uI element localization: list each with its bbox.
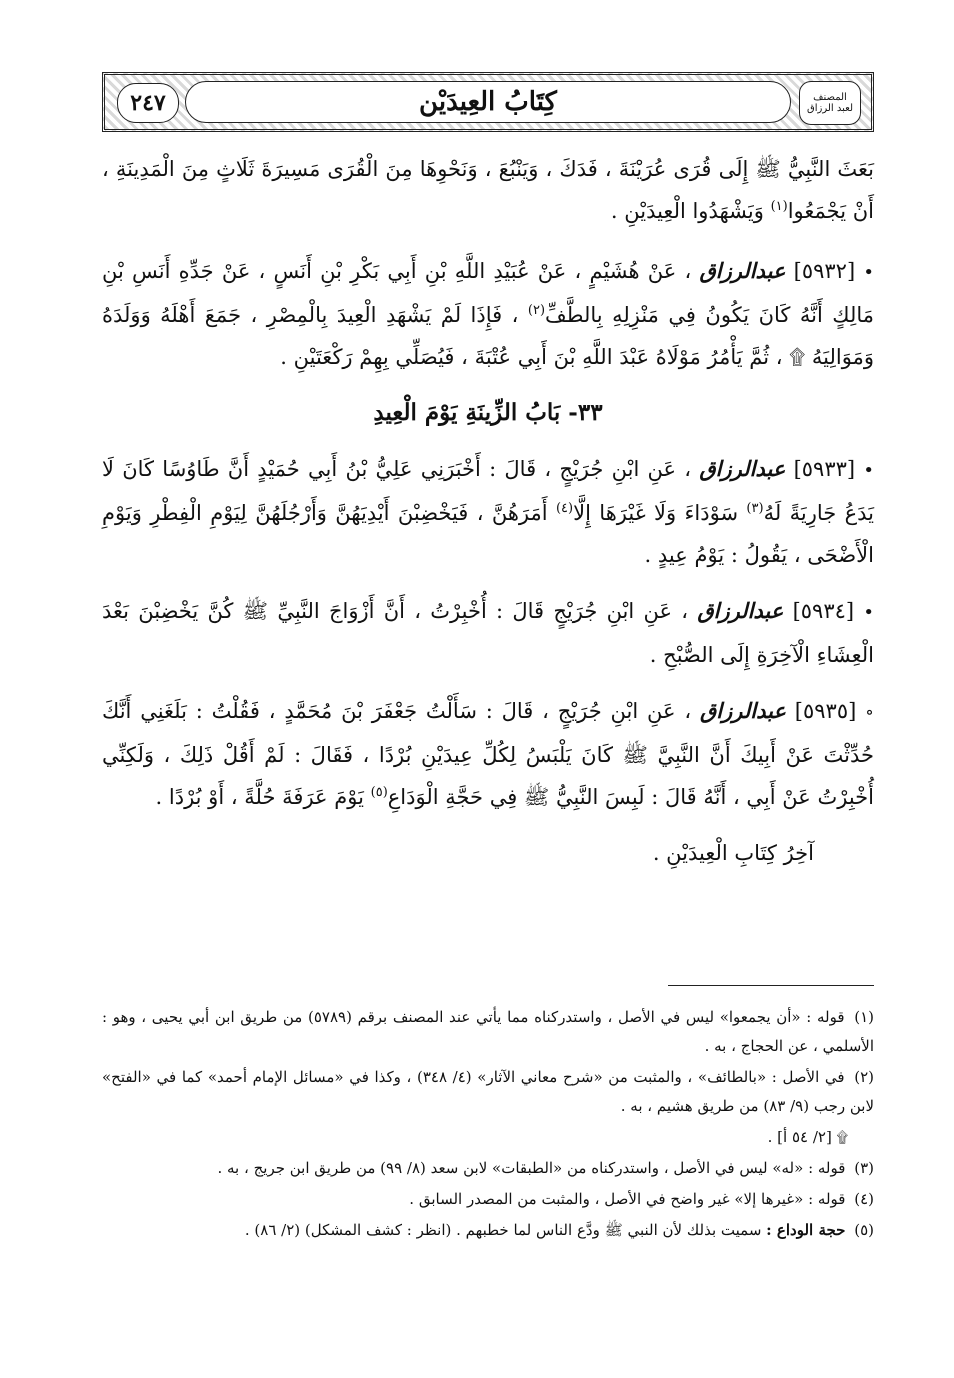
footnote-ref-4: (٤) <box>555 501 574 516</box>
author-name: عبدالرزاق <box>697 598 784 623</box>
opening-end: وَيَشْهَدُوا الْعِيدَيْنِ . <box>610 199 764 223</box>
book-emblem <box>799 81 861 125</box>
hadith-text: يَوْمَ عَرَفَةَ حُلَّةً ، أَوْ بُرْدًا . <box>155 785 364 809</box>
page-header <box>102 72 874 132</box>
footnote-number: (٥) <box>854 1221 874 1239</box>
footnote-5 <box>102 1216 874 1245</box>
hadith-5934 <box>102 590 874 676</box>
main-text <box>102 148 874 888</box>
footnote-text: سميت بذلك لأن النبي ﷺ ودَّع الناس لما خطبهم . (انظر : كشف المشكل) (٢/ ٨٦) . <box>244 1221 762 1239</box>
hadith-text: ، عَنْ هُشَيْمٍ ، عَنْ عُبَيْدِ اللَّهِ بْنِ أَبِي بَكْرِ بْنِ أَنَسٍ ، عَنْ جَدِّهِ أَنَسِ بْنِ مَالِكٍ أَنَّهُ كَانَ يَكُونُ فِي مَنْزِلِهِ بِالطَّفِّ <box>102 259 874 327</box>
author-name: عبدالرزاق <box>699 698 786 723</box>
footnote-2 <box>102 1063 874 1121</box>
footnote-number: (٢) <box>854 1068 874 1086</box>
hadith-text: ، ثُمَّ يَأْمُرُ مَوْلَاهُ عَبْدَ اللَّهِ بْنَ أَبِي عُتْبَةَ ، فَيُصَلِّي بِهِمْ رَكْعَتَيْنِ . <box>280 345 783 369</box>
footnote-number: (٣) <box>854 1159 874 1177</box>
header-cartouche <box>185 81 791 123</box>
folio-marker: ۩ <box>789 345 806 369</box>
footnote-text: قوله : «أن يجمعوا» ليس في الأصل ، واستدركناه مما يأتي عند المصنف برقم (٥٧٨٩) من طريق ابن أبي يحيى ، وهو : الأسلمي ، عن الحجاج ، به . <box>102 1008 874 1055</box>
footnote-number: (٤) <box>854 1190 874 1208</box>
opening-text: بَعَثَ النَّبِيُّ ﷺ إِلَى قُرَى عُرَيْنَةَ ، فَدَكَ ، وَيَنْبُعَ ، وَنَحْوِهَا مِنَ الْقُرَى مَسِيرَةَ ثَلَاثٍ مِنَ الْمَدِينَةِ ، أَنْ يَجْمَعُوا <box>102 157 874 223</box>
footnotes <box>102 1003 874 1247</box>
hadith-bullet: • <box>863 262 874 283</box>
hadith-bullet: • <box>863 602 874 623</box>
footnote-ref-5: (٥) <box>370 785 388 800</box>
hadith-text: ، عَنِ ابْنِ جُرَيْجٍ ، قَالَ : أَخْبَرَنِي عَلِيُّ بْنُ أَبِي حُمَيْدٍ أَنَّ طَاوُسًا كَانَ لَا يَدَعُ جَارِيَةً لَهُ <box>102 457 874 525</box>
footnote-text: قوله : «له» ليس في الأصل ، واستدركناه من «الطبقات» لابن سعد (٨/ ٩٩) من طريق ابن جريج ، به . <box>217 1159 846 1177</box>
emblem-line-2: لعبد الرزاق <box>806 103 854 114</box>
hadith-bullet: • <box>863 460 874 481</box>
author-name: عبدالرزاق <box>699 258 786 283</box>
hadith-text: ، عَنِ ابْنِ جُرَيْجٍ ، قَالَ : سَأَلْتُ جَعْفَرَ بْنَ مُحَمَّدٍ ، فَقُلْتُ : بَلَغَنِي أَنَّكَ حُدِّثْتَ عَنْ أَبِيكَ أَنَّ النَّبِيَّ ﷺ كَانَ يَلْبَسُ لِكُلِّ عِيدَيْنِ بُرْدًا ، فَقَالَ : لَمْ أَقُلْ ذَلِكَ ، وَلَكِنِّي أُخْبِرْتُ عَنْ أَبِي ، أَنَّهُ قَالَ : لَبِسَ النَّبِيُّ ﷺ فِي حَجَّةِ الْوَدَاعِ <box>102 699 874 809</box>
chapter-heading: ٣٣- بَابُ الزِّينَةِ يَوْمَ الْعِيدِ <box>373 399 603 426</box>
emblem-line-1: المصنف <box>813 92 847 103</box>
footnote-separator <box>668 985 874 986</box>
footnote-term: حجة الوداع : <box>766 1221 846 1239</box>
book-title: كِتَابُ العِيدَيْن <box>419 87 557 117</box>
hadith-bullet: ∘ <box>865 702 874 723</box>
footnote-ref-3: (٣) <box>746 501 764 516</box>
footnote-4 <box>102 1185 874 1214</box>
book-end-line: آخِرُ كِتَابِ الْعِيدَيْنِ . <box>652 841 814 865</box>
footnote-text: في الأصل : «بالطائف» ، والمثبت من «شرح معاني الآثار» (٤/ ٣٤٨) ، وكذا في «مسائل الإمام أحمد» كما في «الفتح» لابن رجب (٩/ ٨٣) من طريق هشيم ، به . <box>102 1068 874 1115</box>
footnote-text: قوله : «غيرها إلا» غير واضح في الأصل ، والمثبت من المصدر السابق . <box>409 1190 846 1208</box>
footnote-1 <box>102 1003 874 1061</box>
hadith-number: [٥٩٣٥] <box>794 699 857 723</box>
hadith-number: [٥٩٣٣] <box>793 457 856 481</box>
hadith-text: ، عَنِ ابْنِ جُرَيْجٍ قَالَ : أُخْبِرْتُ ، أَنَّ أَزْوَاجَ النَّبِيِّ ﷺ كُنَّ يَخْضِبْنَ بَعْدَ الْعِشَاءِ الْآخِرَةِ إِلَى الصُّبْحِ . <box>102 599 874 667</box>
hadith-number: [٥٩٣٢] <box>793 259 856 283</box>
hadith-text: سَوْدَاءَ وَلَا غَيْرَهَا إِلَّا <box>573 501 739 525</box>
author-name: عبدالرزاق <box>699 456 786 481</box>
hadith-text: ، فَإِذَا لَمْ يَشْهَدِ الْعِيدَ بِالْمِصْرِ ، جَمَعَ أَهْلَهُ وَوَلَدَهُ وَمَوَالِيَهُ <box>102 303 874 369</box>
hadith-5935 <box>102 690 874 818</box>
hadith-5932 <box>102 250 874 378</box>
footnote-folio-marker: ۩ [٢/ ٥٤ أ] . <box>767 1128 848 1146</box>
footnote-3 <box>102 1154 874 1183</box>
page-number: ٢٤٧ <box>117 83 179 123</box>
hadith-text: أَمَرَهُنَّ ، فَيَخْضِبْنَ أَيْدِيَهُنَّ وَأَرْجُلَهُنَّ لِيَوْمِ الْفِطْرِ وَيَوْمِ الْأَضْحَى ، يَقُولُ : يَوْمُ عِيدٍ . <box>102 501 874 567</box>
footnote-ref-2: (٢) <box>527 303 546 318</box>
hadith-5933 <box>102 448 874 576</box>
footnote-number: (١) <box>854 1008 874 1026</box>
opening-paragraph <box>102 148 874 232</box>
hadith-number: [٥٩٣٤] <box>792 599 855 623</box>
footnote-ref-1: (١) <box>770 199 788 214</box>
